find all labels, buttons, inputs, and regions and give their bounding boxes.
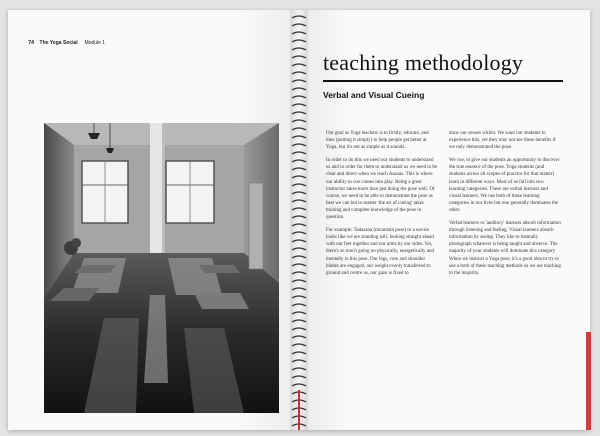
title-rule	[323, 80, 563, 82]
text-column-1	[326, 130, 438, 283]
paragraph: In order to do this we need our students to understand us and in order for them to understand us we need to be clear and direct when we teach Asanas. This is where our ability to cue comes into play. Being a great instructor takes more than just doing the pose well. Of course, we need to be able to demonstrate the pose as best we can but to master 'the art of cueing' takes training and complete knowledge of the pose in question.	[326, 158, 438, 221]
paragraph: draw our senses within. We want our students to experience this, yet they may not see these benefits if we only demonstrated the pose.	[449, 131, 556, 151]
red-page-edge	[586, 332, 591, 430]
yoga-studio-photo	[44, 123, 279, 413]
running-head-title: The Yoga Social	[39, 40, 78, 46]
paragraph: For example: Tadasana (mountain pose) to a novice looks like we are standing still, looking straight ahead with our feet together and our arms by our sides. Yet, there's so much going on physically, energetically and mentally in this pose. Our legs, core and shoulder blades are engaged, our weight evenly transferred to ground and centre us, our gaze is fixed to	[326, 228, 434, 276]
running-head-module: Module 1	[84, 40, 106, 46]
page-title: teaching methodology	[323, 50, 524, 75]
running-head	[28, 40, 105, 46]
bookmark-thread	[298, 390, 300, 430]
spiral-binding	[290, 10, 308, 430]
left-page	[8, 10, 290, 430]
right-page	[308, 10, 590, 430]
paragraph: Verbal learners or 'auditory' learners absorb information through listening and feeling. Visual learners absorb information by seeing. They like to mentally photograph whatever is being taught and observe. The majority of your students will dominate this category When we instruct a Yoga pose, it's a good idea to try to use a both of these teaching methods so we are teaching to the majority.	[449, 221, 561, 276]
page-subtitle: Verbal and Visual Cueing	[323, 90, 425, 100]
book-spread	[8, 10, 590, 430]
paragraph: Our goal as Yoga teachers is to firstly; educate, and then (putting it simply) to help people get better at Yoga, but it's not as simple as it sounds.	[326, 131, 429, 151]
text-column-2	[449, 130, 561, 283]
paragraph: We cue, to give our students an opportunity to discover the true essence of the pose. Yoga students (and students across all scopes of practice for that matter) learn in different ways. Most of us fall into two learning categories. These are verbal learners and visual learners. We use both of these learning categories in our lives but one generally dominates the other.	[449, 158, 560, 213]
page-number: 74	[28, 40, 35, 46]
